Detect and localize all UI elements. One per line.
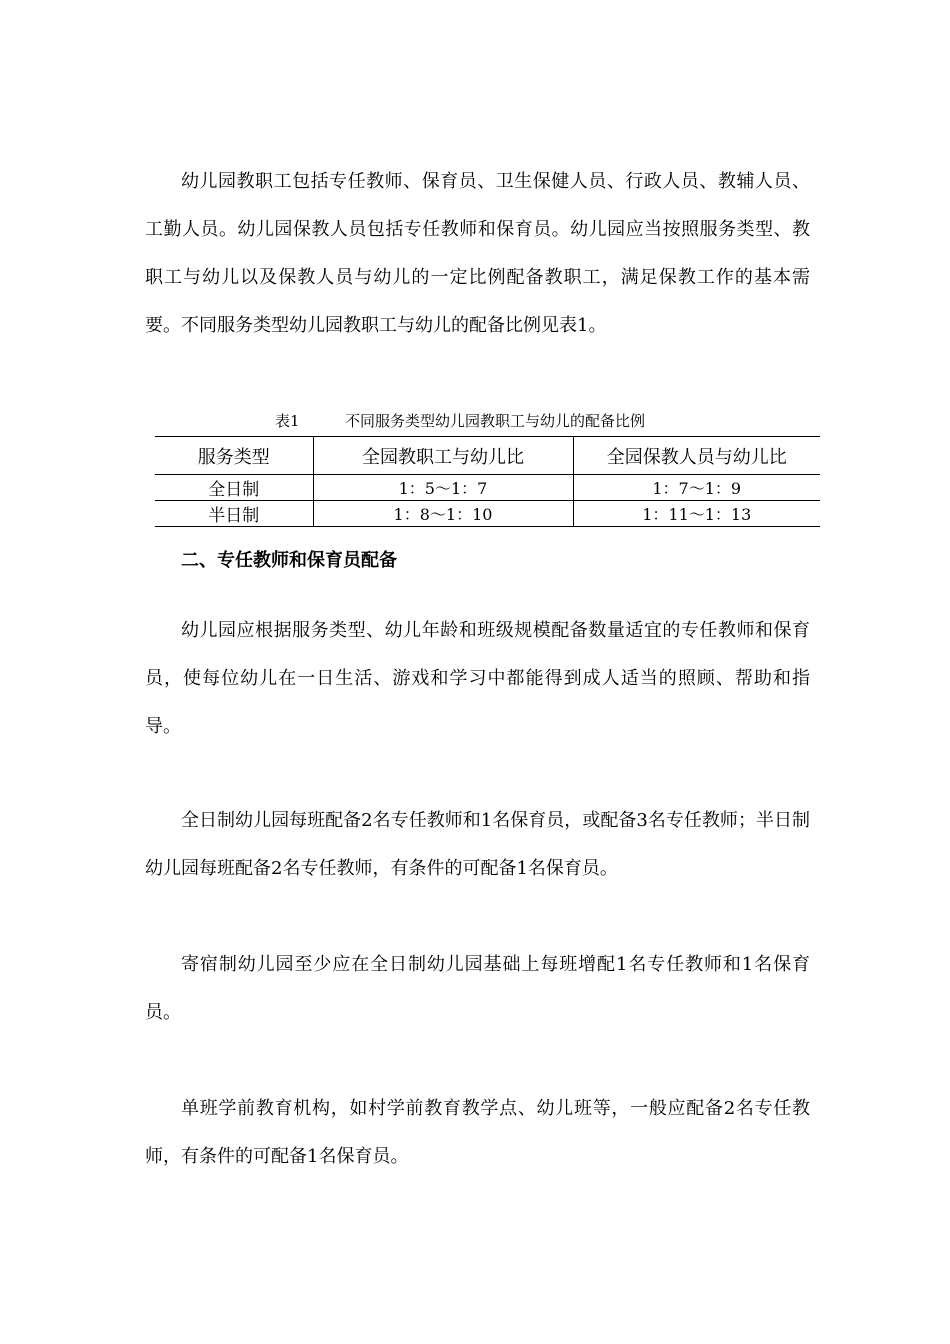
header-caregiver-child-ratio: 全园保教人员与幼儿比 [573,437,820,475]
cell-caregiver-ratio: 1：7～1：9 [573,475,820,501]
table-header-row [155,437,820,475]
cell-staff-ratio: 1：8～1：10 [313,501,573,527]
staff-ratio-table [155,436,820,527]
boarding-paragraph: 寄宿制幼儿园至少应在全日制幼儿园基础上每班增配1名专任教师和1名保育员。 [145,954,810,1023]
cell-staff-ratio: 1：5～1：7 [313,475,573,501]
cell-caregiver-ratio: 1：11～1：13 [573,501,820,527]
table-number: 表1 [275,412,300,430]
cell-service-type: 全日制 [208,480,260,500]
single-class-paragraph: 单班学前教育机构，如村学前教育教学点、幼儿班等，一般应配备2名专任教师，有条件的可配备1名保育员。 [145,1098,810,1167]
cell-service-type: 半日制 [208,506,260,526]
intro-paragraph: 幼儿园教职工包括专任教师、保育员、卫生保健人员、行政人员、教辅人员、工勤人员。幼儿园保教人员包括专任教师和保育员。幼儿园应当按照服务类型、教职工与幼儿以及保教人员与幼儿的一定比例配备教职工，满足保教工作的基本需要。不同服务类型幼儿园教职工与幼儿的配备比例见表1。 [145,171,810,336]
staffing-paragraph: 幼儿园应根据服务类型、幼儿年龄和班级规模配备数量适宜的专任教师和保育员，使每位幼儿在一日生活、游戏和学习中都能得到成人适当的照顾、帮助和指导。 [145,620,810,737]
header-service-type: 服务类型 [197,446,270,468]
table-row [155,475,820,501]
fullday-halfday-paragraph: 全日制幼儿园每班配备2名专任教师和1名保育员，或配备3名专任教师；半日制幼儿园每班配备2名专任教师，有条件的可配备1名保育员。 [145,810,810,879]
table-row [155,501,820,527]
table-title: 不同服务类型幼儿园教职工与幼儿的配备比例 [345,412,646,430]
header-staff-child-ratio: 全园教职工与幼儿比 [313,437,573,475]
section-heading: 二、专任教师和保育员配备 [181,550,397,571]
